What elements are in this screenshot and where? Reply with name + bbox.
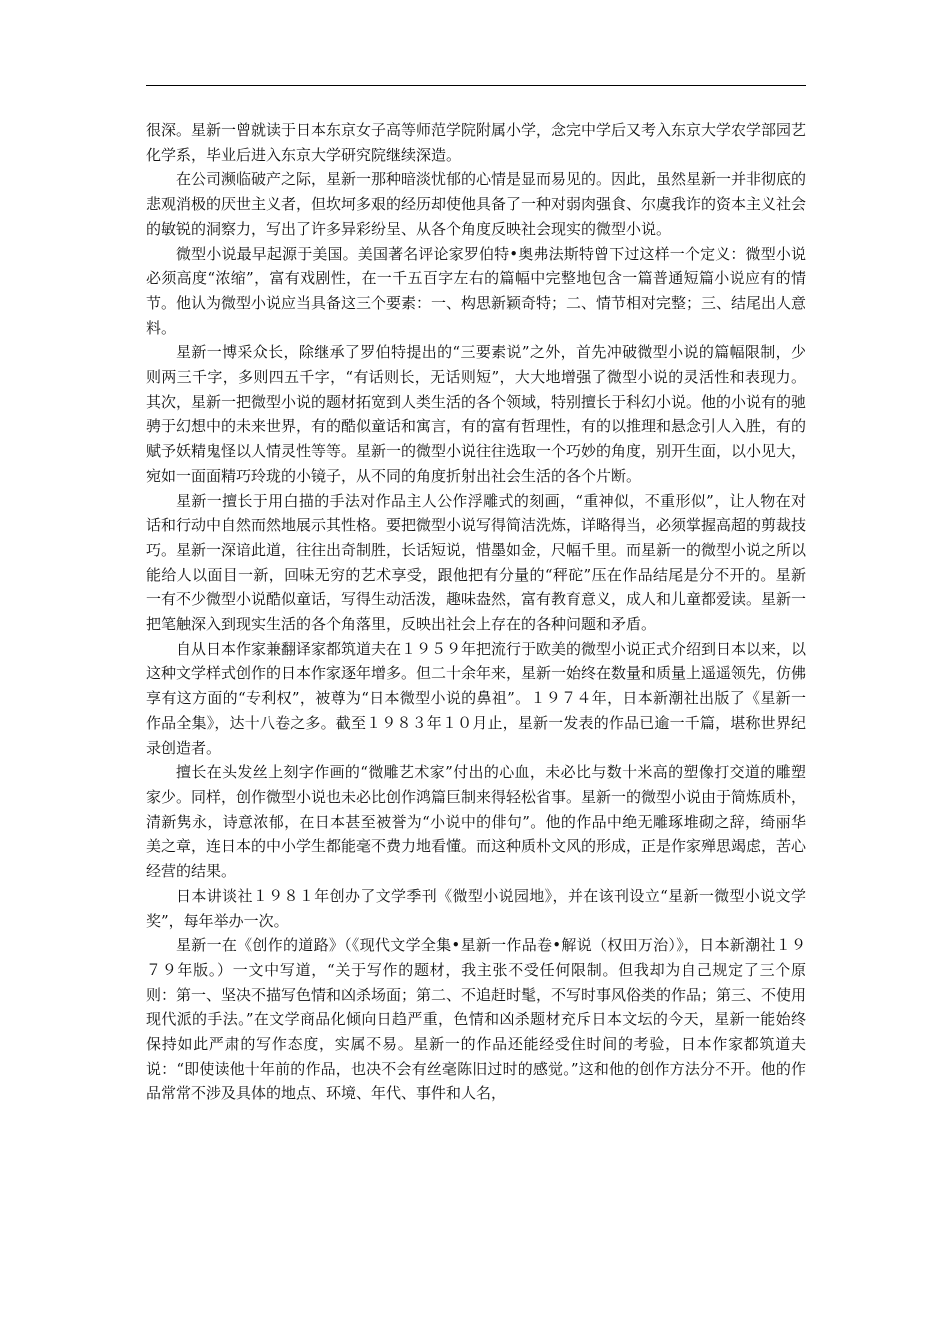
paragraph-3: 微型小说最早起源于美国。美国著名评论家罗伯特•奥弗法斯特曾下过这样一个定义：微型小说必须高度“浓缩”，富有戏剧性，在一千五百字左右的篇幅中完整地包含一篇普通短篇小说应有的情节。他认为微型小说应当具备这三个要素：一、构思新颖奇特；二、情节相对完整；三、结尾出人意料。	[146, 244, 807, 337]
paragraph-7: 擅长在头发丝上刻字作画的“微雕艺术家”付出的心血，未必比与数十米高的塑像打交道的雕塑家少。同样，创作微型小说也未必比创作鸿篇巨制来得轻松省事。星新一的微型小说由于简炼质朴，清新隽永，诗意浓郁，在日本甚至被誉为“小说中的俳句”。他的作品中绝无雕琢堆砌之辞，绮丽华美之章，连日本的中小学生都能毫不费力地看懂。而这种质朴文风的形成，正是作家殚思竭虑，苦心经营的结果。	[146, 763, 807, 881]
paragraph-9: 星新一在《创作的道路》（《现代文学全集•星新一作品卷•解说（权田万治）》，日本新潮社１９７９年版。）一文中写道，“关于写作的题材，我主张不受任何限制。但我却为自己规定了三个原则：第一、坚决不描写色情和凶杀场面；第二、不追赶时髦，不写时事风俗类的作品；第三、不使用现代派的手法。”在文学商品化倾向日趋严重，色情和凶杀题材充斥日本文坛的今天，星新一能始终保持如此严肃的写作态度，实属不易。星新一的作品还能经受住时间的考验，日本作家都筑道夫说：“即使读他十年前的作品，也决不会有丝毫陈旧过时的感觉。”这和他的创作方法分不开。他的作品常常不涉及具体的地点、环境、年代、事件和人名，	[146, 936, 807, 1103]
paragraph-6: 自从日本作家兼翻译家都筑道夫在１９５９年把流行于欧美的微型小说正式介绍到日本以来，以这种文学样式创作的日本作家逐年增多。但二十余年来，星新一始终在数量和质量上遥遥领先，仿佛享有这方面的“专利权”，被尊为“日本微型小说的鼻祖”。１９７４年，日本新潮社出版了《星新一作品全集》，达十八卷之多。截至１９８３年１０月止，星新一发表的作品已逾一千篇，堪称世界纪录创造者。	[146, 639, 807, 757]
paragraph-8: 日本讲谈社１９８１年创办了文学季刊《微型小说园地》，并在该刊设立“星新一微型小说文学奖”，每年举办一次。	[146, 886, 806, 930]
paragraph-2: 在公司濒临破产之际，星新一那种暗淡忧郁的心情是显而易见的。因此，虽然星新一并非彻底的悲观消极的厌世主义者，但坎坷多艰的经历却使他具备了一种对弱肉强食、尔虞我诈的资本主义社会的敏锐的洞察力，写出了许多异彩纷呈、从各个角度反映社会现实的微型小说。	[146, 170, 807, 238]
document-body	[146, 118, 806, 1106]
paragraph-1: 很深。星新一曾就读于日本东京女子高等师范学院附属小学，念完中学后又考入东京大学农学部园艺化学系，毕业后进入东京大学研究院继续深造。	[146, 121, 807, 164]
header-rule	[146, 85, 806, 86]
paragraph-4: 星新一博采众长，除继承了罗伯特提出的“三要素说”之外，首先冲破微型小说的篇幅限制，少则两三千字，多则四五千字，“有话则长，无话则短”，大大地增强了微型小说的灵活性和表现力。其次，星新一把微型小说的题材拓宽到人类生活的各个领域，特别擅长于科幻小说。他的小说有的驰骋于幻想中的未来世界，有的酷似童话和寓言，有的富有哲理性，有的以推理和悬念引人入胜，有的赋予妖精鬼怪以人情灵性等等。星新一的微型小说往往选取一个巧妙的角度，别开生面，以小见大，宛如一面面精巧玲珑的小镜子，从不同的角度折射出社会生活的各个片断。	[146, 343, 807, 485]
paragraph-5: 星新一擅长于用白描的手法对作品主人公作浮雕式的刻画，“重神似，不重形似”，让人物在对话和行动中自然而然地展示其性格。要把微型小说写得简洁洗炼，详略得当，必须掌握高超的剪裁技巧。星新一深谙此道，往往出奇制胜，长话短说，惜墨如金，尺幅千里。而星新一的微型小说之所以能给人以面目一新，回味无穷的艺术享受，跟他把有分量的“秤砣”压在作品结尾是分不开的。星新一有不少微型小说酷似童话，写得生动活泼，趣味盎然，富有教育意义，成人和儿童都爱读。星新一把笔触深入到现实生活的各个角落里，反映出社会上存在的各种问题和矛盾。	[146, 491, 807, 634]
